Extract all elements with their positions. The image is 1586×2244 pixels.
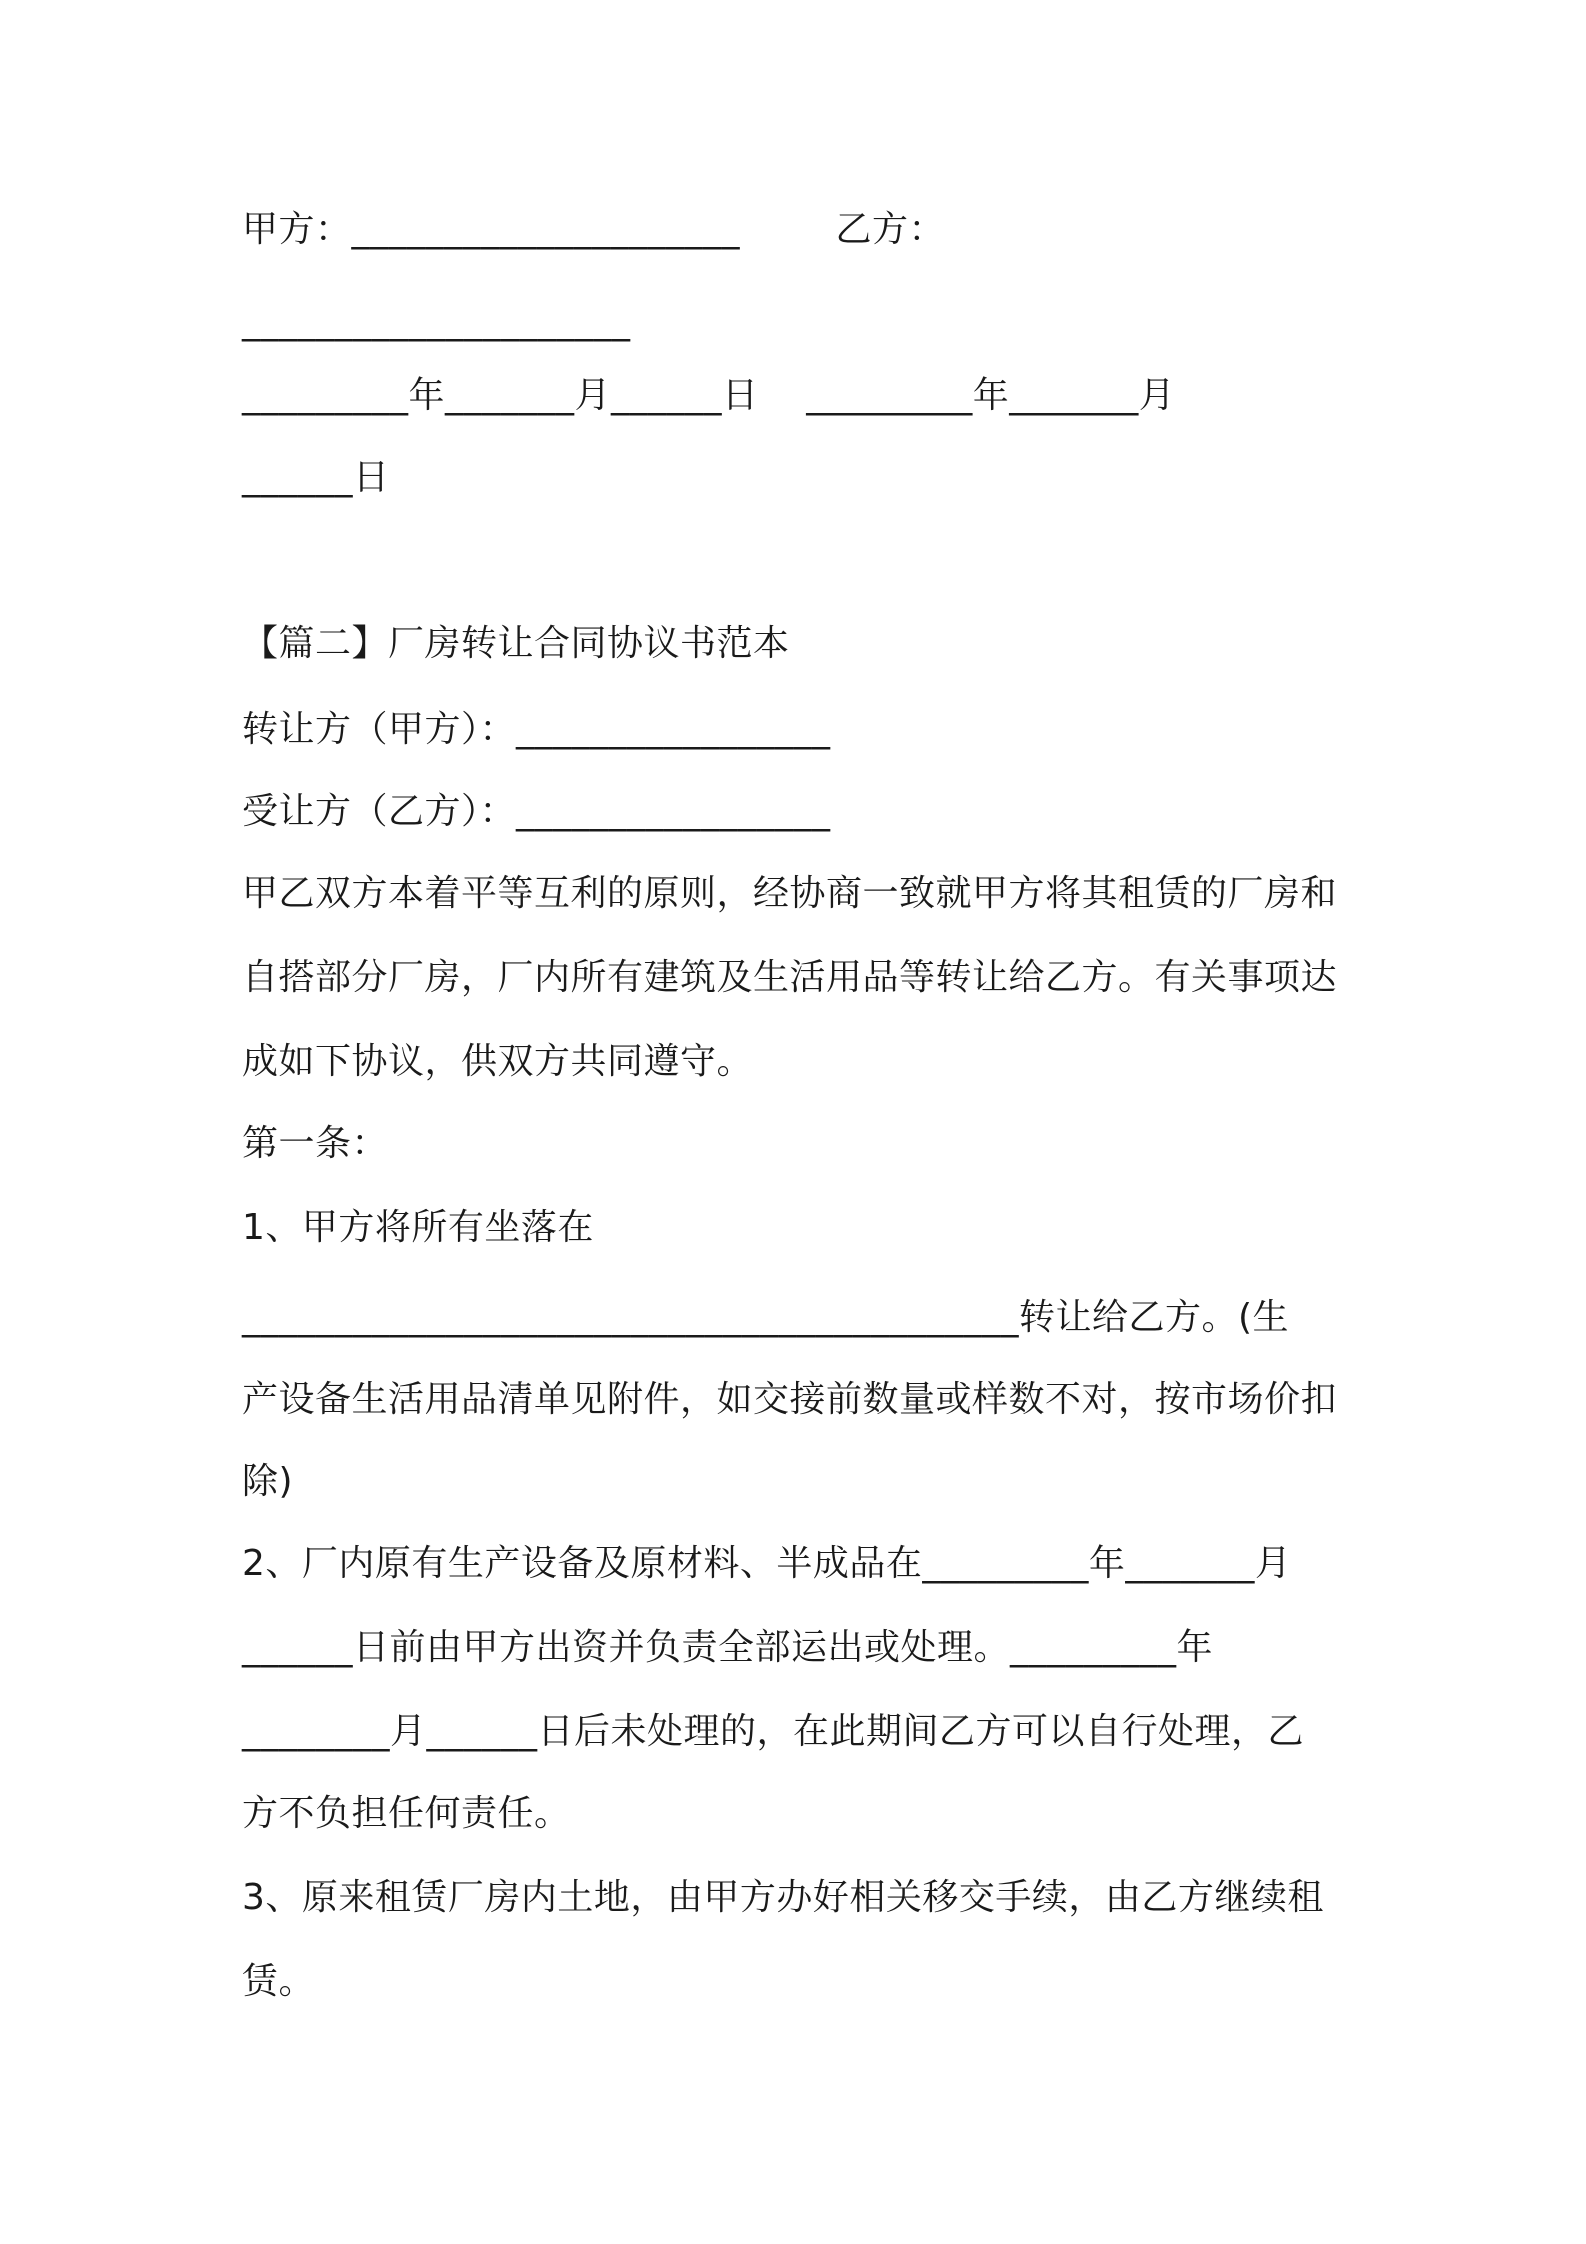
clause-3-line: 赁。 [242, 1961, 316, 2002]
clause-1-line: __________________________________________转让给乙方。(生 [242, 1297, 1290, 1338]
intro-paragraph-line: 成如下协议，供双方共同遵守。 [242, 1041, 754, 1082]
clause-2-line: 2、厂内原有生产设备及原材料、半成品在_________年_______月 [242, 1543, 1292, 1584]
clause-1-line: 产设备生活用品清单见附件，如交接前数量或样数不对，按市场价扣 [242, 1379, 1338, 1420]
transferor-line: 转让方（甲方）：_________________ [242, 709, 831, 750]
clause-1-line: 除) [242, 1461, 294, 1502]
clause-2-line: 方不负担任何责任。 [242, 1793, 571, 1834]
clause-1-line: 1、甲方将所有坐落在 [242, 1207, 594, 1248]
intro-paragraph-line: 甲乙双方本着平等互利的原则，经协商一致就甲方将其租赁的厂房和 [242, 873, 1338, 914]
party-b-signature-blank: _____________________ [242, 301, 631, 342]
section-title: 【篇二】厂房转让合同协议书范本 [242, 623, 790, 664]
clause-3-line: 3、原来租赁厂房内土地，由甲方办好相关移交手续，由乙方继续租 [242, 1877, 1324, 1918]
party-signature-line: 甲方：_____________________ 乙方： [242, 209, 946, 250]
intro-paragraph-line: 自搭部分厂房，厂内所有建筑及生活用品等转让给乙方。有关事项达 [242, 957, 1338, 998]
clause-2-line: ______日前由甲方出资并负责全部运出或处理。_________年 [242, 1627, 1214, 1668]
clause-2-line: ________月______日后未处理的，在此期间乙方可以自行处理，乙 [242, 1711, 1305, 1752]
signature-date-line: _________年_______月______日 _________年_______月 [242, 375, 1176, 416]
signature-date-line-continued: ______日 [242, 457, 390, 498]
article-heading: 第一条： [242, 1123, 389, 1164]
transferee-line: 受让方（乙方）：_________________ [242, 791, 831, 832]
